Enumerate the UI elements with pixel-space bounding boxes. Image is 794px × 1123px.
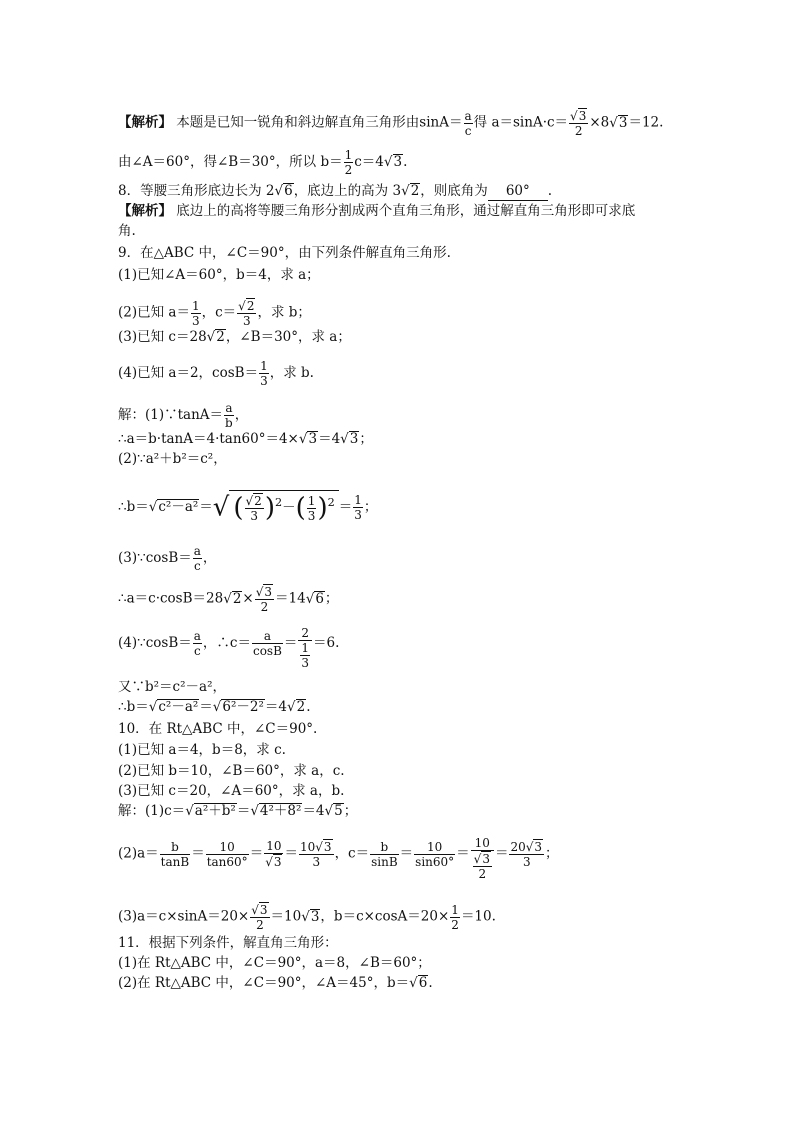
- sol9-3b: ∴a＝c·cosB＝28√2× $\frac{√3}{2}$ ＝14√6；: [118, 585, 339, 614]
- analysis-tag: 【解析】: [118, 114, 172, 131]
- sol9-1: 解：(1)∵tanA＝ $\frac{a}{b}$ ，: [118, 401, 249, 430]
- sol9-3: (3)∵cosB＝ $\frac{a}{c}$ ，: [118, 544, 217, 573]
- q10-part2: (2)已知 b＝10，∠B＝60°，求 a，c.: [118, 763, 345, 779]
- q10-part3: (3)已知 c＝20，∠A＝60°，求 a，b.: [118, 783, 345, 799]
- line-analysis-8: 【解析】 底边上的高将等腰三角形分割成两个直角三角形，通过解直角三角形即可求底: [118, 203, 636, 219]
- sol10-2: (2)a＝ $\frac{b}{\tan B}$ ＝ $\frac{10}{\tan 60^\circ}$ ＝ $\frac{10}{√3}$ ＝ $\frac{10√3}{3}$ ，c＝ $\frac{b}{\sin B}$ ＝ $\frac{10}{\sin 60^\circ}$ ＝ $\frac{10}{\frac{√3}{2}}$ ＝ $\frac{20√3}{3}$ ；: [118, 836, 559, 881]
- question-10: 10．在 Rt△ABC 中，∠C＝90°.: [118, 721, 318, 737]
- q11-part1: (1)在 Rt△ABC 中，∠C＝90°，a＝8，∠B＝60°；: [118, 955, 431, 971]
- q9-part3: (3)已知 c＝28√2，∠B＝30°，求 a；: [118, 329, 351, 345]
- question-8: 8．等腰三角形底边长为 2√6，底边上的高为 3√2，则底角为 60° .: [118, 183, 553, 199]
- sol9-2: (2)∵a²＋b²＝c²，: [118, 451, 227, 467]
- line-2: 由∠A＝60°，得∠B＝30°，所以 b＝ $\frac{1}{2}$ c＝4√3.: [118, 148, 408, 177]
- answer-blank: 60°: [488, 182, 548, 201]
- question-9: 9．在△ABC 中，∠C＝90°，由下列条件解直角三角形.: [118, 245, 451, 261]
- sol9-4: (4)∵cosB＝ $\frac{a}{c}$ ，∴c＝ $\frac{a}{\cos B}$ ＝ $\frac{2}{\frac{1}{3}}$ ＝6.: [118, 626, 340, 670]
- q11-part2: (2)在 Rt△ABC 中，∠C＝90°，∠A＝45°，b＝√6.: [118, 975, 433, 991]
- q10-part1: (1)已知 a＝4，b＝8，求 c.: [118, 742, 286, 758]
- sol9-1b: ∴a＝b·tanA＝4·tan60°＝4×√3＝4√3；: [118, 431, 373, 447]
- question-11: 11．根据下列条件，解直角三角形：: [118, 935, 338, 951]
- q9-part2: (2)已知 a＝ $\frac{1}{3}$ ，c＝ $\frac{√2}{3}$ ，求 b；: [118, 298, 311, 328]
- sol10-3: (3)a＝c×sinA＝20× $\frac{√3}{2}$ ＝10√3，b＝c×cosA＝20× $\frac{1}{2}$ ＝10.: [118, 902, 496, 932]
- q9-part4: (4)已知 a＝2，cosB＝ $\frac{1}{3}$ ，求 b.: [118, 359, 314, 388]
- sol10-1: 解：(1)c＝√a²＋b²＝√4²＋8²＝4√5；: [118, 803, 358, 819]
- sol9-2b: ∴b＝√c²－a²＝√ ( $\frac{√2}{3}$ )$^2$－( $\frac{1}{3}$ )$^2$ ＝ $\frac{1}{3}$ ；: [118, 490, 377, 525]
- q9-part1: (1)已知∠A＝60°，b＝4，求 a；: [118, 267, 320, 283]
- line-1: 【解析】 本题是已知一锐角和斜边解直角三角形由sinA＝ $\frac{a}{c}$ 得 a＝sinA·c＝ $\frac{√3}{2}$ ×8√3＝12.: [118, 108, 664, 138]
- sol9-4c: ∴b＝√c²－a²＝√6²－2²＝4√2.: [118, 699, 311, 715]
- sol9-4b: 又∵b²＝c²－a²，: [118, 679, 226, 695]
- line-analysis-8b: 角.: [118, 223, 136, 239]
